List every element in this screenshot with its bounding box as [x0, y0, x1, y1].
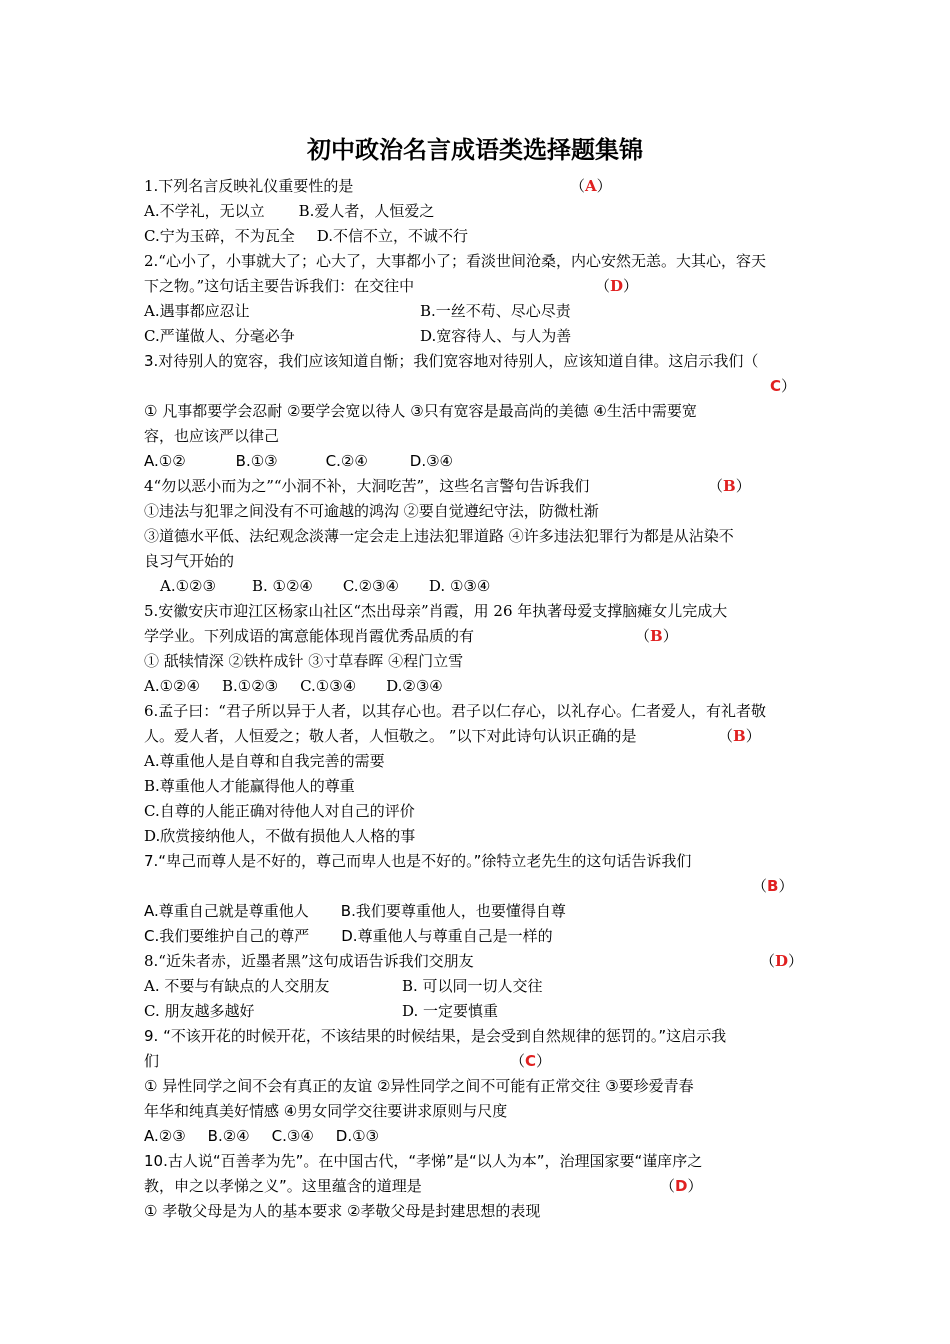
q9-stem-line-1: 9. “不该开花的时候开花，不该结果的时候结果，是会受到自然规律的惩罚的。”这启示我 [144, 1027, 727, 1045]
paren-close: ） [778, 877, 794, 895]
q7-stem: 7.“卑己而尊人是不好的，尊己而卑人也是不好的。”徐特立老先生的这句话告诉我们 [144, 852, 692, 870]
paren-close: ） [745, 727, 761, 745]
paren-close: ） [662, 627, 678, 645]
paren-close: ） [623, 277, 639, 295]
q5-answer: B [650, 627, 663, 645]
q3-answer-box [770, 374, 796, 399]
q3-choices [144, 449, 453, 474]
paren-open: （ [718, 727, 734, 745]
q8-answer: D [775, 952, 789, 970]
q2-option-c: C.严谨做人、分毫必争 [144, 327, 295, 345]
q7-answer-box [752, 874, 793, 899]
q7-option-d: D.尊重他人与尊重自己是一样的 [341, 927, 553, 945]
q3-statements-line-2: 容，也应该严以律己 [144, 427, 280, 445]
q4-stem: 4“勿以恶小而为之”“小洞不补，大洞吃苦”，这些名言警句告诉我们 [144, 477, 590, 495]
q8-option-c: C. 朋友越多越好 [144, 1002, 255, 1020]
q9-stem-line-2: 们 [144, 1052, 160, 1070]
paren-open: （ [752, 877, 768, 895]
q5-statements: ① 舐犊情深 ②铁杵成针 ③寸草春晖 ④程门立雪 [144, 652, 464, 670]
q4-choice-b: B. ①②④ [251, 577, 313, 595]
q6-answer-box [718, 724, 761, 749]
q10-answer: D [675, 1177, 688, 1195]
q3-choice-a: A.①② [144, 452, 186, 470]
q6-answer: B [733, 727, 746, 745]
q6-stem-line-2: 人。爱人者，人恒爱之；敬人者，人恒敬之。 ”以下对此诗句认识正确的是 [144, 727, 637, 745]
q2-option-a: A.遇事都应忍让 [144, 302, 250, 320]
q7-option-b: B.我们要尊重他人，也要懂得自尊 [340, 902, 566, 920]
q5-stem-line-2: 学学业。下列成语的寓意能体现肖霞优秀品质的有 [144, 627, 475, 645]
q7-options-row-2 [144, 924, 553, 949]
q6-option-a: A.尊重他人是自尊和自我完善的需要 [144, 752, 385, 770]
paren-close: ） [687, 1177, 703, 1195]
q3-statements-line-1: ① 凡事都要学会忍耐 ②要学会宽以待人 ③只有宽容是最高尚的美德 ④生活中需要宽 [144, 402, 697, 420]
q3-choice-d: D.③④ [409, 452, 453, 470]
q7-option-c: C.我们要维护自己的尊严 [144, 927, 310, 945]
q10-stem-line-2: 教，申之以孝悌之义”。这里蕴含的道理是 [144, 1177, 422, 1195]
q9-answer-box [510, 1049, 551, 1074]
paren-close: ） [536, 1052, 552, 1070]
q5-choice-a: A.①②④ [144, 677, 200, 695]
q1-options-row-2 [144, 224, 468, 249]
paren-open: （ [760, 952, 776, 970]
q9-choice-a: A.②③ [144, 1127, 186, 1145]
paren-close: ） [781, 377, 797, 395]
q9-choices [144, 1124, 379, 1149]
q10-stem-line-1: 10.古人说“百善孝为先”。在中国古代，“孝悌”是“以人为本”，治理国家要“谨庠序之 [144, 1152, 703, 1170]
paren-close: ） [788, 952, 804, 970]
q2-option-d: D.宽容待人、与人为善 [420, 327, 572, 345]
q4-choice-d: D. ①③④ [428, 577, 491, 595]
q1-option-d: D.不信不立，不诚不行 [316, 227, 468, 245]
q6-option-c: C.自尊的人能正确对待他人对自己的评价 [144, 802, 415, 820]
q2-answer: D [610, 277, 624, 295]
paren-open: （ [595, 277, 611, 295]
q4-answer-box [708, 474, 751, 499]
q8-option-b: B. 可以同一切人交往 [402, 977, 543, 995]
q1-stem: 1.下列名言反映礼仪重要性的是 [144, 177, 354, 195]
paren-open: （ [635, 627, 651, 645]
q3-stem: 3.对待别人的宽容，我们应该知道自惭；我们宽容地对待别人，应该知道自律。这启示我们（ [144, 352, 759, 370]
q3-choice-c: C.②④ [325, 452, 368, 470]
q4-statements-line-3: 良习气开始的 [144, 552, 235, 570]
q6-stem-line-1: 6.孟子曰：“君子所以异于人者，以其存心也。君子以仁存心，以礼存心。仁者爱人，有礼者敬 [144, 702, 766, 720]
paren-open: （ [708, 477, 724, 495]
paren-open: （ [510, 1052, 526, 1070]
q1-options-row-1 [144, 199, 434, 224]
q8-stem: 8.“近朱者赤，近墨者黑”这句成语告诉我们交朋友 [144, 952, 474, 970]
q7-option-a: A.尊重自己就是尊重他人 [144, 902, 309, 920]
q9-choice-b: B.②④ [207, 1127, 250, 1145]
q8-option-d: D. 一定要慎重 [402, 1002, 499, 1020]
q8-option-a: A. 不要与有缺点的人交朋友 [144, 977, 330, 995]
q4-choices [160, 574, 490, 599]
q3-answer: C [770, 377, 782, 395]
q4-choice-a: A.①②③ [160, 577, 216, 595]
q7-answer: B [767, 877, 779, 895]
q4-statements-line-1: ①违法与犯罪之间没有不可逾越的鸿沟 ②要自觉遵纪守法，防微杜渐 [144, 502, 599, 520]
q3-choice-b: B.①③ [235, 452, 278, 470]
q5-stem-line-1: 5.安徽安庆市迎江区杨家山社区“杰出母亲”肖霞，用 26 年执著母爱支撑脑瘫女儿完成大 [144, 602, 728, 620]
q5-choice-b: B.①②③ [221, 677, 279, 695]
q10-answer-box [660, 1174, 702, 1199]
q1-option-b: B.爱人者，人恒爱之 [298, 202, 435, 220]
q9-choice-d: D.①③ [335, 1127, 379, 1145]
page-title: 初中政治名言成语类选择题集锦 [307, 136, 643, 164]
paren-close: ） [596, 177, 612, 195]
paren-open: （ [570, 177, 586, 195]
q9-answer: C [525, 1052, 537, 1070]
q4-answer: B [723, 477, 736, 495]
q4-statements-line-2: ③道德水平低、法纪观念淡薄一定会走上违法犯罪道路 ④许多违法犯罪行为都是从沾染不 [144, 527, 734, 545]
q2-option-b: B.一丝不苟、尽心尽责 [420, 302, 571, 320]
q6-option-d: D.欣赏接纳他人，不做有损他人人格的事 [144, 827, 416, 845]
q6-option-b: B.尊重他人才能赢得他人的尊重 [144, 777, 355, 795]
q1-answer-box [570, 174, 612, 199]
q2-stem-line-1: 2.“心小了，小事就大了；心大了，大事都小了；看淡世间沧桑，内心安然无恙。大其心，容天 [144, 252, 766, 270]
q1-option-a: A.不学礼，无以立 [144, 202, 265, 220]
paren-open: （ [660, 1177, 676, 1195]
q8-answer-box [760, 949, 803, 974]
q2-answer-box [595, 274, 638, 299]
q5-choices [144, 674, 443, 699]
q1-option-c: C.宁为玉碎，不为瓦全 [144, 227, 295, 245]
paren-close: ） [735, 477, 751, 495]
q10-statements-line-1: ① 孝敬父母是为人的基本要求 ②孝敬父母是封建思想的表现 [144, 1202, 541, 1220]
q5-choice-d: D.②③④ [386, 677, 443, 695]
q5-choice-c: C.①③④ [300, 677, 357, 695]
q4-choice-c: C.②③④ [342, 577, 399, 595]
q7-options-row-1 [144, 899, 566, 924]
q2-stem-line-2: 下之物。”这句话主要告诉我们：在交往中 [144, 277, 415, 295]
q9-statements-line-1: ① 异性同学之间不会有真正的友谊 ②异性同学之间不可能有正常交往 ③要珍爱青春 [144, 1077, 694, 1095]
q1-answer: A [585, 177, 597, 195]
q9-choice-c: C.③④ [271, 1127, 314, 1145]
q9-statements-line-2: 年华和纯真美好情感 ④男女同学交往要讲求原则与尺度 [144, 1102, 508, 1120]
q5-answer-box [635, 624, 678, 649]
